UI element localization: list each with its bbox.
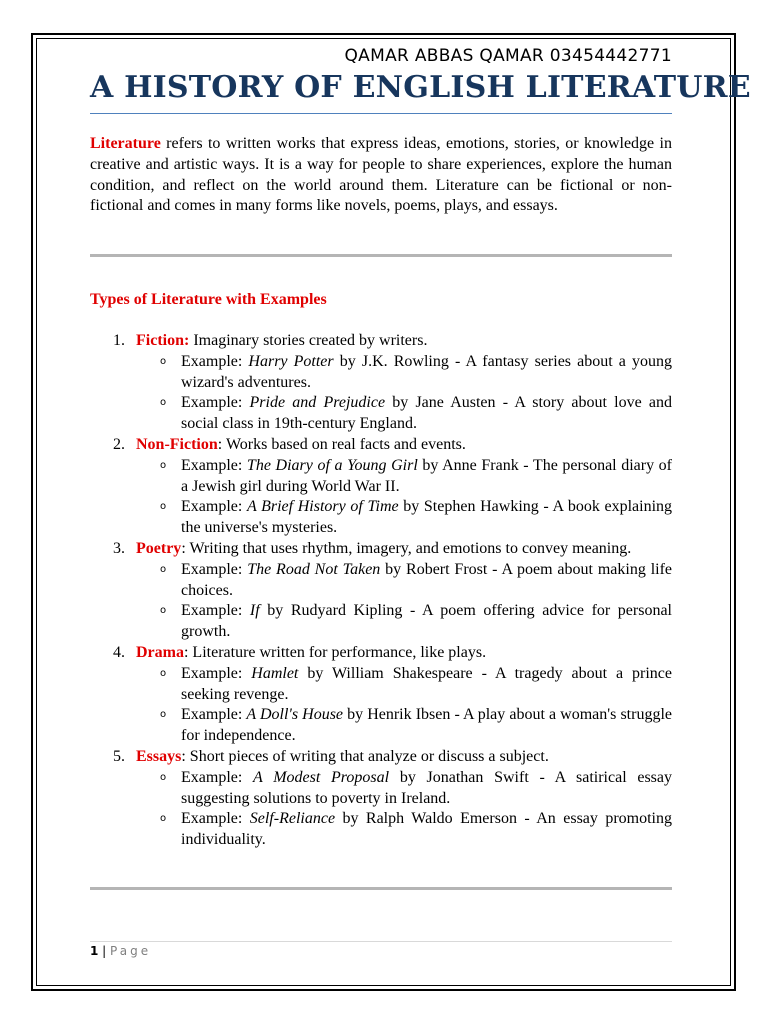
title-underline [90,113,672,114]
bullet-icon: o [160,563,167,575]
type-name: Fiction: [136,332,190,349]
type-description: : Short pieces of writing that analyze or discuss a subject. [181,747,549,765]
example-item [136,705,672,747]
example-prefix: Example: [181,706,247,724]
example-item [136,497,672,539]
example-prefix: Example: [181,810,250,828]
page-label: Page [110,944,152,958]
example-prefix: Example: [181,768,254,786]
bullet-icon: o [160,397,167,409]
section-heading: Types of Literature with Examples [90,291,327,308]
example-prefix: Example: [181,664,252,682]
example-item [136,809,672,851]
example-prefix: Example: [181,602,250,620]
example-text: by Robert Frost - A poem about making life choices. [181,560,673,599]
page-number: 1 [90,944,99,958]
list-item [90,331,672,435]
example-prefix: Example: [181,498,247,516]
type-description: Imaginary stories created by writers. [189,332,428,349]
intro-term: Literature [90,135,161,152]
bullet-icon: o [160,605,167,617]
examples-list [136,664,672,747]
example-item [136,393,672,435]
page-footer [90,944,151,958]
type-heading [136,747,672,768]
work-title: Hamlet [251,664,299,682]
work-title: Harry Potter [248,352,334,370]
list-number: 3. [113,539,125,557]
example-text: by Jane Austen - A story about love and social class in 19th-century England. [181,394,673,433]
example-text: by Anne Frank - The personal diary of a Jewish girl during World War II. [181,456,673,495]
list-item [90,539,672,643]
example-item [136,456,672,498]
list-item [90,747,672,851]
list-number: 4. [113,643,125,661]
page-title: A HISTORY OF ENGLISH LITERATURE [90,70,751,105]
type-heading [136,435,672,456]
work-title: A Brief History of Time [246,498,399,516]
author-line: QAMAR ABBAS QAMAR 03454442771 [344,46,672,66]
work-title: Self-Reliance [249,810,336,828]
list-number: 5. [113,747,125,765]
type-description: : Works based on real facts and events. [217,435,466,453]
type-heading [136,331,672,352]
bullet-icon: o [160,813,167,825]
types-list [90,331,672,851]
example-item [136,560,672,602]
work-title: The Diary of a Young Girl [246,456,418,474]
example-prefix: Example: [181,394,250,412]
type-description: : Literature written for performance, like plays. [183,643,487,661]
example-text: by Ralph Waldo Emerson - An essay promoting individuality. [181,810,672,849]
footer-separator: | [98,944,111,958]
horizontal-divider [90,254,672,257]
example-item [136,664,672,706]
example-text: by Rudyard Kipling - A poem offering advice for personal growth. [181,602,673,641]
bullet-icon: o [160,501,167,513]
work-title: If [249,602,260,620]
type-description: : Writing that uses rhythm, imagery, and emotions to convey meaning. [181,539,632,557]
examples-list [136,352,672,435]
example-text: by Jonathan Swift - A satirical essay suggesting solutions to poverty in Ireland. [181,768,673,807]
example-prefix: Example: [181,560,248,578]
bullet-icon: o [160,667,167,679]
example-prefix: Example: [181,352,249,370]
list-item [90,435,672,539]
type-heading [136,643,672,664]
example-item [136,601,672,643]
list-item [90,643,672,747]
work-title: A Modest Proposal [253,768,390,786]
horizontal-divider [90,887,672,890]
examples-list [136,768,672,851]
bullet-icon: o [160,771,167,783]
work-title: The Road Not Taken [247,560,381,578]
bullet-icon: o [160,709,167,721]
example-item [136,352,672,394]
type-name: Non-Fiction [136,435,218,453]
example-item [136,768,672,810]
type-name: Drama [136,643,184,661]
example-text: by William Shakespeare - A tragedy about a prince seeking revenge. [181,664,673,703]
work-title: Pride and Prejudice [249,394,386,412]
work-title: A Doll's House [246,706,344,724]
bullet-icon: o [160,459,167,471]
example-text: by J.K. Rowling - A fantasy series about a young wizard's adventures. [181,352,673,391]
type-name: Poetry [136,539,182,557]
list-number: 1. [113,332,125,349]
examples-list [136,456,672,539]
example-prefix: Example: [181,456,247,474]
example-text: by Henrik Ibsen - A play about a woman's struggle for independence. [181,706,673,745]
list-number: 2. [113,435,125,453]
examples-list [136,560,672,643]
bullet-icon: o [160,355,167,367]
footer-rule [90,941,672,942]
intro-text: refers to written works that express ideas, emotions, stories, or knowledge in creative and artistic ways. It is a way for people to share experiences, explore the human condition, and reflect on the world around them. Literature can be fictional or non-fictional and comes in many forms like novels, poems, plays, and essays. [90,135,672,215]
intro-paragraph [90,134,672,217]
type-heading [136,539,672,560]
type-name: Essays [136,747,182,765]
example-text: by Stephen Hawking - A book explaining the universe's mysteries. [181,498,673,537]
